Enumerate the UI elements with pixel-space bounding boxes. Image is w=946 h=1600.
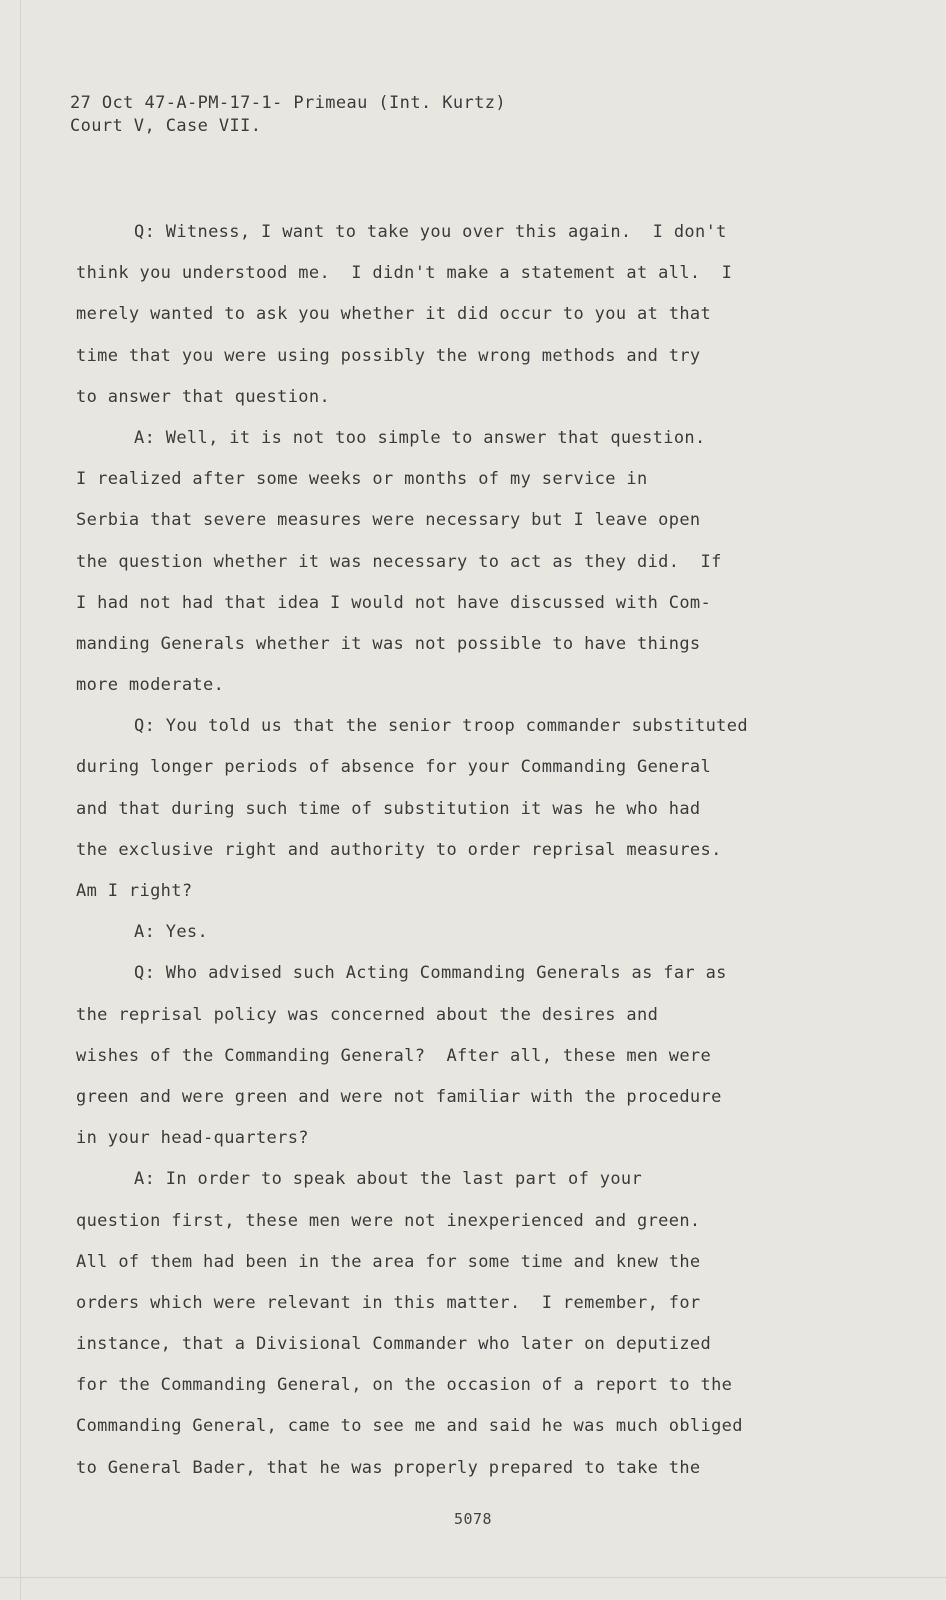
transcript-line: more moderate. <box>76 675 225 696</box>
transcript-line: question first, these men were not inexperienced and green. <box>76 1210 701 1231</box>
transcript-line: manding Generals whether it was not possible to have things <box>76 633 701 654</box>
transcript-line: during longer periods of absence for your Commanding General <box>76 757 712 778</box>
transcript-line: the question whether it was necessary to act as they did. If <box>76 551 722 572</box>
transcript-line: Serbia that severe measures were necessary but I leave open <box>76 510 701 531</box>
transcript-line: the reprisal policy was concerned about the desires and <box>76 1004 659 1025</box>
transcript-line: All of them had been in the area for some time and knew the <box>76 1251 701 1272</box>
transcript-line: A: Well, it is not too simple to answer that question. <box>134 427 706 448</box>
header-line-2: Court V, Case VII. <box>70 116 262 136</box>
transcript-line: Q: You told us that the senior troop commander substituted <box>134 716 748 737</box>
header-line-1: 27 Oct 47-A-PM-17-1- Primeau (Int. Kurtz) <box>70 93 507 113</box>
transcript-line: I realized after some weeks or months of my service in <box>76 469 648 490</box>
transcript-line: merely wanted to ask you whether it did occur to you at that <box>76 304 712 325</box>
transcript-line: green and were green and were not familiar with the procedure <box>76 1086 722 1107</box>
transcript-body <box>76 212 866 1489</box>
page-number: 5078 <box>453 1510 493 1528</box>
transcript-line: instance, that a Divisional Commander who later on deputized <box>76 1334 712 1355</box>
transcript-line: for the Commanding General, on the occasion of a report to the <box>76 1375 733 1396</box>
transcript-line: the exclusive right and authority to order reprisal measures. <box>76 839 722 860</box>
transcript-line: time that you were using possibly the wrong methods and try <box>76 345 701 366</box>
transcript-line: orders which were relevant in this matter. I remember, for <box>76 1292 701 1313</box>
transcript-line: Q: Who advised such Acting Commanding Generals as far as <box>134 963 727 984</box>
transcript-line: Commanding General, came to see me and said he was much obliged <box>76 1416 743 1437</box>
transcript-line: A: In order to speak about the last part of your <box>134 1169 643 1190</box>
transcript-line: I had not had that idea I would not have discussed with Com- <box>76 592 712 613</box>
document-header <box>70 92 506 138</box>
transcript-line: Q: Witness, I want to take you over this again. I don't <box>134 222 727 242</box>
transcript-line: in your head-quarters? <box>76 1128 309 1149</box>
transcript-line: A: Yes. <box>134 922 209 943</box>
transcript-line: and that during such time of substitution it was he who had <box>76 798 701 819</box>
transcript-line: think you understood me. I didn't make a statement at all. I <box>76 263 733 284</box>
transcript-line: to General Bader, that he was properly prepared to take the <box>76 1457 701 1478</box>
transcript-line: wishes of the Commanding General? After all, these men were <box>76 1045 712 1066</box>
transcript-line: to answer that question. <box>76 386 331 407</box>
transcript-line: Am I right? <box>76 881 193 901</box>
